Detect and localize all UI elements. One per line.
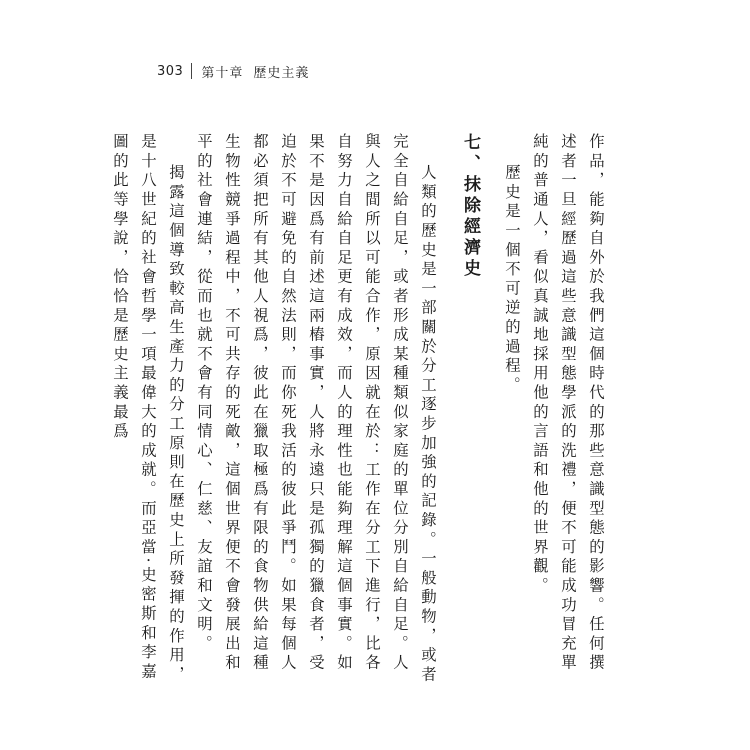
paragraph-division-of-labor: 人類的歷史是一部關於分工逐步加強的記錄。一般動物，或者完全自給自足，或者形成某種類似家庭的單位分別自給自足。人與人之間所以可能合作，原因就在於：工作在分工下進行，比各自努力自給自足更有成效，而人的理性也能夠理解這個事實。如果不是因爲有前述這兩樁事實，人將永遠只是孤獨的獵食者，受迫於不可避免的自然法則，而你死我活的彼此爭鬥。如果每個人都必須把所有其他人視爲，彼此在獵取極爲有限的食物供給這種生物性競爭過程中，不可共存的死敵，這個世界便不會發展出和平的社會連結，從而也就不會有同情心、仁慈、友誼和文明。 [195, 133, 437, 685]
running-header [157, 60, 309, 82]
paragraph-continued: 作品，能夠自外於我們這個時代的那些意識型態的影響。任何撰述者一旦經歷過這些意識型態學派的洗禮，便不可能成功冒充單純的普通人，看似真誠地採用他的言語和他的世界觀。 [531, 133, 605, 674]
section-heading: 七、抹除經濟史 [460, 133, 480, 280]
paragraph-irreversible: 歷史是一個不可逆的過程。 [503, 163, 521, 396]
page-body [106, 133, 610, 685]
chapter-label: 第十章 [201, 65, 244, 81]
header-divider [191, 63, 192, 79]
chapter-title: 歷史主義 [253, 65, 310, 81]
page-number: 303 [157, 63, 184, 79]
paragraph-social-philosophy: 揭露這個導致較高生產力的分工原則在歷史上所發揮的作用，是十八世紀的社會哲學一項最偉大的成就。而亞當·史密斯和李嘉圖的此等學說，恰恰是歷史主義最爲 [111, 133, 185, 685]
